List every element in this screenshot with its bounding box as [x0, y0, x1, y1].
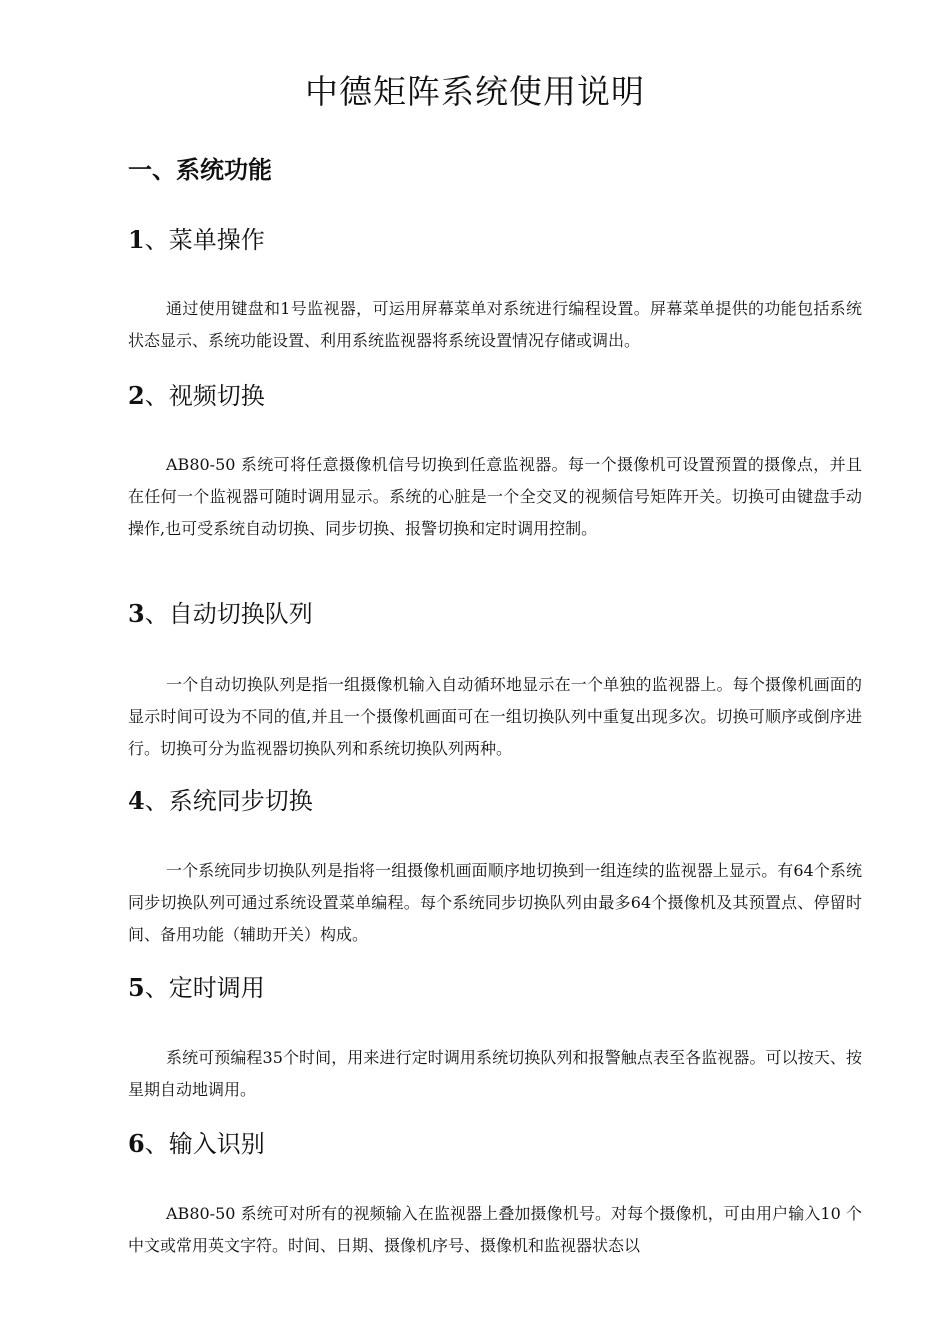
section-heading-6 [128, 1126, 265, 1162]
chapter-heading: 一、系统功能 [128, 155, 272, 184]
section-title: 、系统同步切换 [144, 787, 313, 815]
section-heading-4 [128, 783, 313, 819]
section-title: 、自动切换队列 [144, 600, 313, 628]
section-number: 3 [128, 599, 145, 628]
section-body-6: AB80-50 系统可对所有的视频输入在监视器上叠加摄像机号。对每个摄像机，可由用户输入10 个中文或常用英文字符。时间、日期、摄像机序号、摄像机和监视器状态以 [128, 1204, 862, 1255]
section-body-2: AB80-50 系统可将任意摄像机信号切换到任意监视器。每一个摄像机可设置预置的摄像点，并且在任何一个监视器可随时调用显示。系统的心脏是一个全交叉的视频信号矩阵开关。切换可由键盘手动操作,也可受系统自动切换、同步切换、报警切换和定时调用控制。 [128, 455, 862, 538]
section-title: 、输入识别 [144, 1130, 265, 1158]
section-number: 5 [128, 973, 145, 1002]
section-body-3: 一个自动切换队列是指一组摄像机输入自动循环地显示在一个单独的监视器上。每个摄像机画面的显示时间可设为不同的值,并且一个摄像机画面可在一组切换队列中重复出现多次。切换可顺序或倒序进行。切换可分为监视器切换队列和系统切换队列两种。 [128, 675, 862, 758]
section-title: 、菜单操作 [144, 226, 265, 254]
section-title: 、视频切换 [144, 382, 265, 410]
section-heading-1 [128, 222, 265, 258]
section-title: 、定时调用 [144, 974, 265, 1002]
section-number: 1 [128, 225, 145, 254]
section-heading-2 [128, 378, 265, 414]
section-number: 6 [128, 1129, 145, 1158]
section-body-1: 通过使用键盘和1号监视器，可运用屏幕菜单对系统进行编程设置。屏幕菜单提供的功能包括系统状态显示、系统功能设置、利用系统监视器将系统设置情况存储或调出。 [128, 299, 862, 350]
document-title: 中德矩阵系统使用说明 [305, 72, 645, 111]
section-heading-3 [128, 596, 313, 632]
section-body-5: 系统可预编程35个时间，用来进行定时调用系统切换队列和报警触点表至各监视器。可以按天、按星期自动地调用。 [128, 1048, 862, 1099]
section-number: 4 [128, 786, 145, 815]
section-body-4: 一个系统同步切换队列是指将一组摄像机画面顺序地切换到一组连续的监视器上显示。有64个系统同步切换队列可通过系统设置菜单编程。每个系统同步切换队列由最多64个摄像机及其预置点、停留时间、备用功能（辅助开关）构成。 [128, 861, 862, 944]
section-heading-5 [128, 970, 265, 1006]
section-number: 2 [128, 381, 145, 410]
